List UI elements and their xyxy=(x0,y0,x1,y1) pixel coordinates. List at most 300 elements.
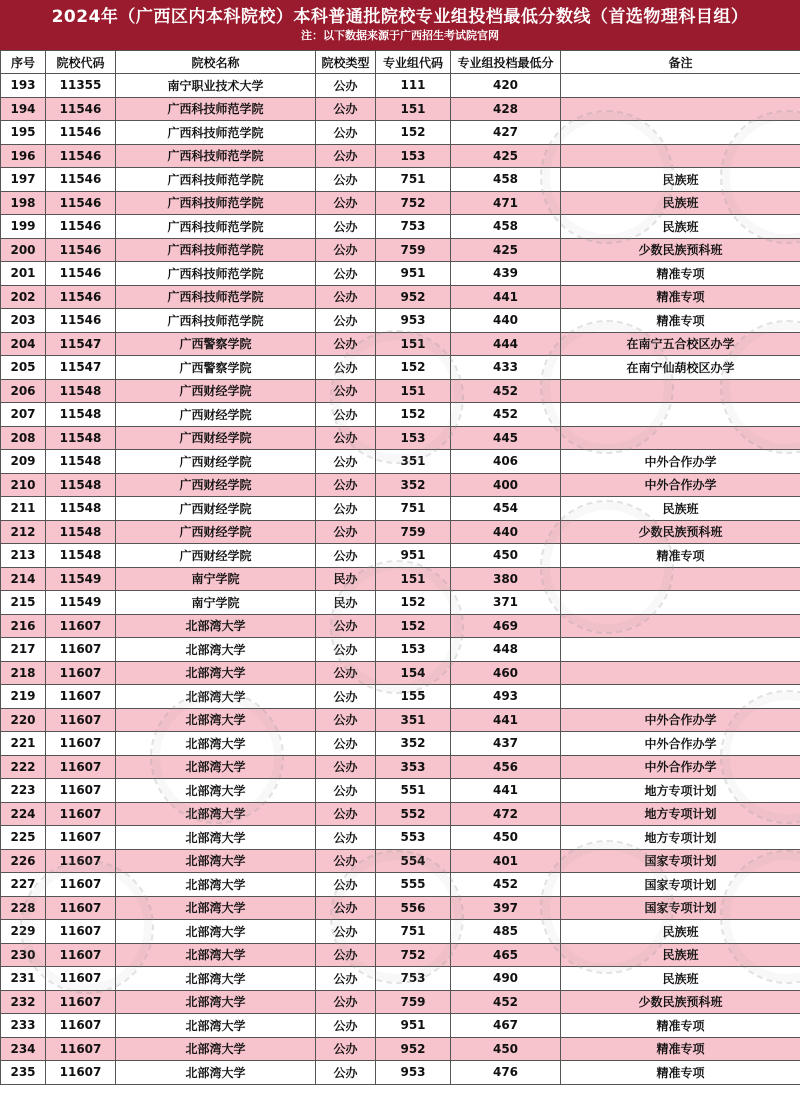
cell-school-type: 公办 xyxy=(316,168,376,192)
cell-remark: 精准专项 xyxy=(561,1014,800,1038)
cell-school-type: 公办 xyxy=(316,450,376,474)
cell-school-type: 公办 xyxy=(316,379,376,403)
cell-school-code: 11607 xyxy=(46,990,116,1014)
cell-remark: 国家专项计划 xyxy=(561,849,800,873)
table-row xyxy=(1,967,800,991)
cell-group-code: 951 xyxy=(376,544,451,568)
cell-remark xyxy=(561,614,800,638)
col-header-school-type: 院校类型 xyxy=(316,51,376,74)
cell-school-name: 北部湾大学 xyxy=(116,1014,316,1038)
table-row xyxy=(1,473,800,497)
table-row xyxy=(1,379,800,403)
cell-remark: 精准专项 xyxy=(561,1037,800,1061)
cell-school-type: 公办 xyxy=(316,215,376,239)
cell-school-code: 11607 xyxy=(46,826,116,850)
table-row xyxy=(1,567,800,591)
table-row xyxy=(1,426,800,450)
cell-min-score: 428 xyxy=(451,97,561,121)
cell-index: 219 xyxy=(1,685,46,709)
cell-min-score: 406 xyxy=(451,450,561,474)
cell-min-score: 472 xyxy=(451,802,561,826)
cell-group-code: 152 xyxy=(376,614,451,638)
cell-school-type: 公办 xyxy=(316,309,376,333)
cell-school-type: 公办 xyxy=(316,990,376,1014)
cell-school-type: 公办 xyxy=(316,638,376,662)
cell-index: 234 xyxy=(1,1037,46,1061)
cell-min-score: 433 xyxy=(451,356,561,380)
cell-group-code: 951 xyxy=(376,1014,451,1038)
cell-group-code: 151 xyxy=(376,567,451,591)
cell-school-type: 公办 xyxy=(316,191,376,215)
cell-school-name: 北部湾大学 xyxy=(116,873,316,897)
cell-school-code: 11546 xyxy=(46,215,116,239)
cell-school-type: 公办 xyxy=(316,332,376,356)
cell-school-type: 公办 xyxy=(316,1061,376,1085)
cell-index: 209 xyxy=(1,450,46,474)
cell-remark: 中外合作办学 xyxy=(561,755,800,779)
col-header-group-code: 专业组代码 xyxy=(376,51,451,74)
cell-index: 217 xyxy=(1,638,46,662)
cell-remark xyxy=(561,661,800,685)
cell-school-name: 广西警察学院 xyxy=(116,356,316,380)
cell-index: 229 xyxy=(1,920,46,944)
cell-remark: 精准专项 xyxy=(561,1061,800,1085)
cell-group-code: 753 xyxy=(376,967,451,991)
cell-index: 193 xyxy=(1,74,46,98)
cell-remark xyxy=(561,97,800,121)
cell-school-type: 公办 xyxy=(316,685,376,709)
cell-index: 216 xyxy=(1,614,46,638)
cell-group-code: 554 xyxy=(376,849,451,873)
cell-index: 202 xyxy=(1,285,46,309)
cell-min-score: 380 xyxy=(451,567,561,591)
cell-school-type: 公办 xyxy=(316,97,376,121)
cell-index: 196 xyxy=(1,144,46,168)
cell-school-type: 公办 xyxy=(316,967,376,991)
cell-index: 206 xyxy=(1,379,46,403)
cell-index: 220 xyxy=(1,708,46,732)
cell-index: 207 xyxy=(1,403,46,427)
cell-remark: 少数民族预科班 xyxy=(561,238,800,262)
cell-remark xyxy=(561,121,800,145)
cell-min-score: 441 xyxy=(451,285,561,309)
cell-remark xyxy=(561,379,800,403)
cell-group-code: 155 xyxy=(376,685,451,709)
cell-index: 218 xyxy=(1,661,46,685)
cell-min-score: 452 xyxy=(451,990,561,1014)
cell-school-code: 11607 xyxy=(46,732,116,756)
cell-group-code: 751 xyxy=(376,497,451,521)
cell-min-score: 476 xyxy=(451,1061,561,1085)
cell-school-name: 北部湾大学 xyxy=(116,1061,316,1085)
cell-school-code: 11607 xyxy=(46,1061,116,1085)
title-banner xyxy=(0,0,800,50)
cell-school-code: 11546 xyxy=(46,168,116,192)
cell-school-code: 11548 xyxy=(46,379,116,403)
cell-school-name: 北部湾大学 xyxy=(116,849,316,873)
cell-school-code: 11546 xyxy=(46,262,116,286)
cell-remark xyxy=(561,426,800,450)
table-row xyxy=(1,238,800,262)
cell-group-code: 111 xyxy=(376,74,451,98)
cell-school-name: 广西财经学院 xyxy=(116,450,316,474)
cell-index: 194 xyxy=(1,97,46,121)
cell-group-code: 152 xyxy=(376,121,451,145)
table-row xyxy=(1,685,800,709)
cell-school-type: 公办 xyxy=(316,356,376,380)
cell-remark: 精准专项 xyxy=(561,262,800,286)
cell-group-code: 553 xyxy=(376,826,451,850)
cell-index: 199 xyxy=(1,215,46,239)
cell-min-score: 490 xyxy=(451,967,561,991)
cell-school-code: 11547 xyxy=(46,332,116,356)
cell-group-code: 352 xyxy=(376,473,451,497)
table-row xyxy=(1,309,800,333)
source-note: 注：以下数据来源于广西招生考试院官网 xyxy=(301,29,499,42)
cell-school-type: 公办 xyxy=(316,849,376,873)
cell-school-name: 广西科技师范学院 xyxy=(116,121,316,145)
cell-min-score: 467 xyxy=(451,1014,561,1038)
cell-school-type: 公办 xyxy=(316,708,376,732)
cell-index: 213 xyxy=(1,544,46,568)
col-header-school-code: 院校代码 xyxy=(46,51,116,74)
cell-index: 230 xyxy=(1,943,46,967)
cell-remark: 在南宁五合校区办学 xyxy=(561,332,800,356)
cell-school-code: 11546 xyxy=(46,191,116,215)
table-row xyxy=(1,262,800,286)
cell-school-type: 公办 xyxy=(316,920,376,944)
cell-school-name: 广西科技师范学院 xyxy=(116,309,316,333)
cell-min-score: 440 xyxy=(451,520,561,544)
cell-school-code: 11548 xyxy=(46,426,116,450)
cell-group-code: 351 xyxy=(376,708,451,732)
cell-min-score: 427 xyxy=(451,121,561,145)
cell-school-code: 11548 xyxy=(46,520,116,544)
table-row xyxy=(1,732,800,756)
cell-index: 233 xyxy=(1,1014,46,1038)
cell-remark: 少数民族预科班 xyxy=(561,990,800,1014)
cell-min-score: 440 xyxy=(451,309,561,333)
cell-school-code: 11549 xyxy=(46,567,116,591)
table-row xyxy=(1,215,800,239)
cell-index: 204 xyxy=(1,332,46,356)
cell-school-code: 11546 xyxy=(46,97,116,121)
table-row xyxy=(1,97,800,121)
cell-remark: 少数民族预科班 xyxy=(561,520,800,544)
cell-min-score: 420 xyxy=(451,74,561,98)
cell-min-score: 450 xyxy=(451,1037,561,1061)
cell-min-score: 425 xyxy=(451,144,561,168)
cell-remark xyxy=(561,567,800,591)
cell-remark: 中外合作办学 xyxy=(561,450,800,474)
cell-remark: 民族班 xyxy=(561,920,800,944)
cell-school-name: 广西财经学院 xyxy=(116,520,316,544)
cell-school-type: 民办 xyxy=(316,567,376,591)
cell-group-code: 752 xyxy=(376,943,451,967)
cell-school-name: 北部湾大学 xyxy=(116,802,316,826)
cell-remark xyxy=(561,74,800,98)
cell-group-code: 151 xyxy=(376,97,451,121)
cell-min-score: 441 xyxy=(451,779,561,803)
cell-group-code: 953 xyxy=(376,309,451,333)
cell-min-score: 493 xyxy=(451,685,561,709)
cell-min-score: 485 xyxy=(451,920,561,944)
cell-school-name: 北部湾大学 xyxy=(116,826,316,850)
table-row xyxy=(1,285,800,309)
cell-school-name: 北部湾大学 xyxy=(116,685,316,709)
cell-index: 205 xyxy=(1,356,46,380)
col-header-school-name: 院校名称 xyxy=(116,51,316,74)
cell-group-code: 556 xyxy=(376,896,451,920)
cell-school-name: 南宁职业技术大学 xyxy=(116,74,316,98)
cell-school-type: 公办 xyxy=(316,732,376,756)
cell-index: 221 xyxy=(1,732,46,756)
cell-school-type: 公办 xyxy=(316,943,376,967)
cell-index: 208 xyxy=(1,426,46,450)
cell-remark: 地方专项计划 xyxy=(561,826,800,850)
cell-min-score: 397 xyxy=(451,896,561,920)
cell-school-name: 北部湾大学 xyxy=(116,661,316,685)
cell-group-code: 153 xyxy=(376,144,451,168)
cell-school-code: 11546 xyxy=(46,144,116,168)
cell-min-score: 439 xyxy=(451,262,561,286)
cell-index: 212 xyxy=(1,520,46,544)
cell-group-code: 759 xyxy=(376,520,451,544)
cell-school-type: 公办 xyxy=(316,426,376,450)
cell-group-code: 753 xyxy=(376,215,451,239)
cell-index: 231 xyxy=(1,967,46,991)
cell-school-type: 公办 xyxy=(316,802,376,826)
cell-school-code: 11548 xyxy=(46,497,116,521)
cell-remark: 国家专项计划 xyxy=(561,873,800,897)
cell-group-code: 352 xyxy=(376,732,451,756)
cell-remark xyxy=(561,685,800,709)
cell-school-name: 广西科技师范学院 xyxy=(116,168,316,192)
table-row xyxy=(1,191,800,215)
cell-school-name: 北部湾大学 xyxy=(116,990,316,1014)
cell-index: 197 xyxy=(1,168,46,192)
col-header-index: 序号 xyxy=(1,51,46,74)
table-row xyxy=(1,121,800,145)
table-row xyxy=(1,661,800,685)
cell-min-score: 401 xyxy=(451,849,561,873)
cell-index: 225 xyxy=(1,826,46,850)
cell-group-code: 152 xyxy=(376,591,451,615)
cell-school-name: 北部湾大学 xyxy=(116,943,316,967)
cell-school-code: 11607 xyxy=(46,685,116,709)
cell-index: 226 xyxy=(1,849,46,873)
cell-index: 222 xyxy=(1,755,46,779)
cell-index: 203 xyxy=(1,309,46,333)
page-title: 2024年（广西区内本科院校）本科普通批院校专业组投档最低分数线（首选物理科目组） xyxy=(51,7,749,27)
cell-school-code: 11355 xyxy=(46,74,116,98)
cell-school-type: 民办 xyxy=(316,591,376,615)
cell-school-name: 广西科技师范学院 xyxy=(116,144,316,168)
table-row xyxy=(1,1061,800,1085)
table-row xyxy=(1,403,800,427)
cell-remark xyxy=(561,144,800,168)
cell-index: 200 xyxy=(1,238,46,262)
cell-remark: 中外合作办学 xyxy=(561,732,800,756)
cell-min-score: 458 xyxy=(451,168,561,192)
cell-group-code: 152 xyxy=(376,356,451,380)
table-row xyxy=(1,168,800,192)
cell-school-name: 北部湾大学 xyxy=(116,732,316,756)
cell-group-code: 953 xyxy=(376,1061,451,1085)
cell-school-code: 11607 xyxy=(46,920,116,944)
cell-remark: 地方专项计划 xyxy=(561,779,800,803)
table-row xyxy=(1,943,800,967)
cell-remark: 精准专项 xyxy=(561,544,800,568)
cell-school-code: 11549 xyxy=(46,591,116,615)
cell-school-type: 公办 xyxy=(316,779,376,803)
cell-remark: 精准专项 xyxy=(561,309,800,333)
cell-group-code: 153 xyxy=(376,426,451,450)
cell-school-code: 11607 xyxy=(46,802,116,826)
cell-school-code: 11607 xyxy=(46,967,116,991)
cell-remark xyxy=(561,403,800,427)
cell-school-type: 公办 xyxy=(316,826,376,850)
score-table xyxy=(0,50,800,1085)
cell-group-code: 751 xyxy=(376,168,451,192)
cell-min-score: 460 xyxy=(451,661,561,685)
cell-remark: 民族班 xyxy=(561,191,800,215)
table-row xyxy=(1,779,800,803)
cell-group-code: 759 xyxy=(376,238,451,262)
cell-remark: 地方专项计划 xyxy=(561,802,800,826)
cell-min-score: 454 xyxy=(451,497,561,521)
cell-remark: 民族班 xyxy=(561,943,800,967)
cell-remark xyxy=(561,638,800,662)
cell-group-code: 952 xyxy=(376,285,451,309)
cell-school-name: 广西科技师范学院 xyxy=(116,97,316,121)
cell-school-code: 11546 xyxy=(46,121,116,145)
cell-index: 228 xyxy=(1,896,46,920)
cell-school-type: 公办 xyxy=(316,403,376,427)
cell-min-score: 452 xyxy=(451,379,561,403)
cell-min-score: 456 xyxy=(451,755,561,779)
cell-school-code: 11607 xyxy=(46,661,116,685)
cell-index: 210 xyxy=(1,473,46,497)
cell-school-type: 公办 xyxy=(316,896,376,920)
table-row xyxy=(1,591,800,615)
cell-min-score: 469 xyxy=(451,614,561,638)
cell-group-code: 552 xyxy=(376,802,451,826)
cell-school-code: 11546 xyxy=(46,238,116,262)
cell-school-type: 公办 xyxy=(316,873,376,897)
cell-remark: 民族班 xyxy=(561,215,800,239)
cell-min-score: 444 xyxy=(451,332,561,356)
cell-index: 227 xyxy=(1,873,46,897)
cell-school-type: 公办 xyxy=(316,1037,376,1061)
table-row xyxy=(1,896,800,920)
cell-school-name: 北部湾大学 xyxy=(116,755,316,779)
table-row xyxy=(1,544,800,568)
table-row xyxy=(1,1014,800,1038)
cell-min-score: 425 xyxy=(451,238,561,262)
cell-group-code: 351 xyxy=(376,450,451,474)
table-row xyxy=(1,873,800,897)
table-row xyxy=(1,990,800,1014)
cell-index: 235 xyxy=(1,1061,46,1085)
cell-min-score: 450 xyxy=(451,544,561,568)
table-row xyxy=(1,74,800,98)
cell-min-score: 452 xyxy=(451,403,561,427)
cell-school-name: 广西财经学院 xyxy=(116,426,316,450)
cell-school-code: 11607 xyxy=(46,708,116,732)
cell-index: 214 xyxy=(1,567,46,591)
cell-school-type: 公办 xyxy=(316,661,376,685)
header-row xyxy=(1,51,800,74)
cell-min-score: 450 xyxy=(451,826,561,850)
cell-school-type: 公办 xyxy=(316,520,376,544)
cell-min-score: 452 xyxy=(451,873,561,897)
cell-index: 195 xyxy=(1,121,46,145)
cell-school-name: 广西科技师范学院 xyxy=(116,285,316,309)
cell-remark: 民族班 xyxy=(561,967,800,991)
cell-min-score: 458 xyxy=(451,215,561,239)
table-row xyxy=(1,497,800,521)
cell-school-name: 广西财经学院 xyxy=(116,403,316,427)
table-row xyxy=(1,755,800,779)
table-row xyxy=(1,708,800,732)
cell-remark: 国家专项计划 xyxy=(561,896,800,920)
cell-school-name: 广西财经学院 xyxy=(116,379,316,403)
cell-index: 224 xyxy=(1,802,46,826)
cell-remark: 中外合作办学 xyxy=(561,473,800,497)
cell-school-name: 北部湾大学 xyxy=(116,896,316,920)
cell-school-name: 广西科技师范学院 xyxy=(116,262,316,286)
cell-group-code: 952 xyxy=(376,1037,451,1061)
table-row xyxy=(1,1037,800,1061)
cell-remark: 精准专项 xyxy=(561,285,800,309)
cell-min-score: 371 xyxy=(451,591,561,615)
table-row xyxy=(1,614,800,638)
cell-school-type: 公办 xyxy=(316,262,376,286)
cell-remark xyxy=(561,591,800,615)
cell-school-name: 广西科技师范学院 xyxy=(116,191,316,215)
cell-school-name: 广西财经学院 xyxy=(116,497,316,521)
cell-index: 232 xyxy=(1,990,46,1014)
cell-school-type: 公办 xyxy=(316,144,376,168)
cell-min-score: 445 xyxy=(451,426,561,450)
cell-school-type: 公办 xyxy=(316,74,376,98)
cell-school-code: 11607 xyxy=(46,943,116,967)
cell-school-code: 11607 xyxy=(46,1014,116,1038)
cell-school-type: 公办 xyxy=(316,121,376,145)
cell-group-code: 759 xyxy=(376,990,451,1014)
cell-min-score: 465 xyxy=(451,943,561,967)
cell-school-code: 11607 xyxy=(46,638,116,662)
cell-school-name: 南宁学院 xyxy=(116,591,316,615)
table-row xyxy=(1,638,800,662)
cell-min-score: 471 xyxy=(451,191,561,215)
cell-school-code: 11548 xyxy=(46,473,116,497)
table-row xyxy=(1,826,800,850)
cell-school-type: 公办 xyxy=(316,544,376,568)
cell-index: 198 xyxy=(1,191,46,215)
cell-index: 215 xyxy=(1,591,46,615)
cell-group-code: 154 xyxy=(376,661,451,685)
cell-group-code: 353 xyxy=(376,755,451,779)
cell-school-name: 北部湾大学 xyxy=(116,967,316,991)
cell-min-score: 441 xyxy=(451,708,561,732)
cell-school-code: 11546 xyxy=(46,309,116,333)
cell-school-name: 广西警察学院 xyxy=(116,332,316,356)
cell-school-type: 公办 xyxy=(316,497,376,521)
cell-school-code: 11607 xyxy=(46,1037,116,1061)
cell-school-name: 广西科技师范学院 xyxy=(116,215,316,239)
